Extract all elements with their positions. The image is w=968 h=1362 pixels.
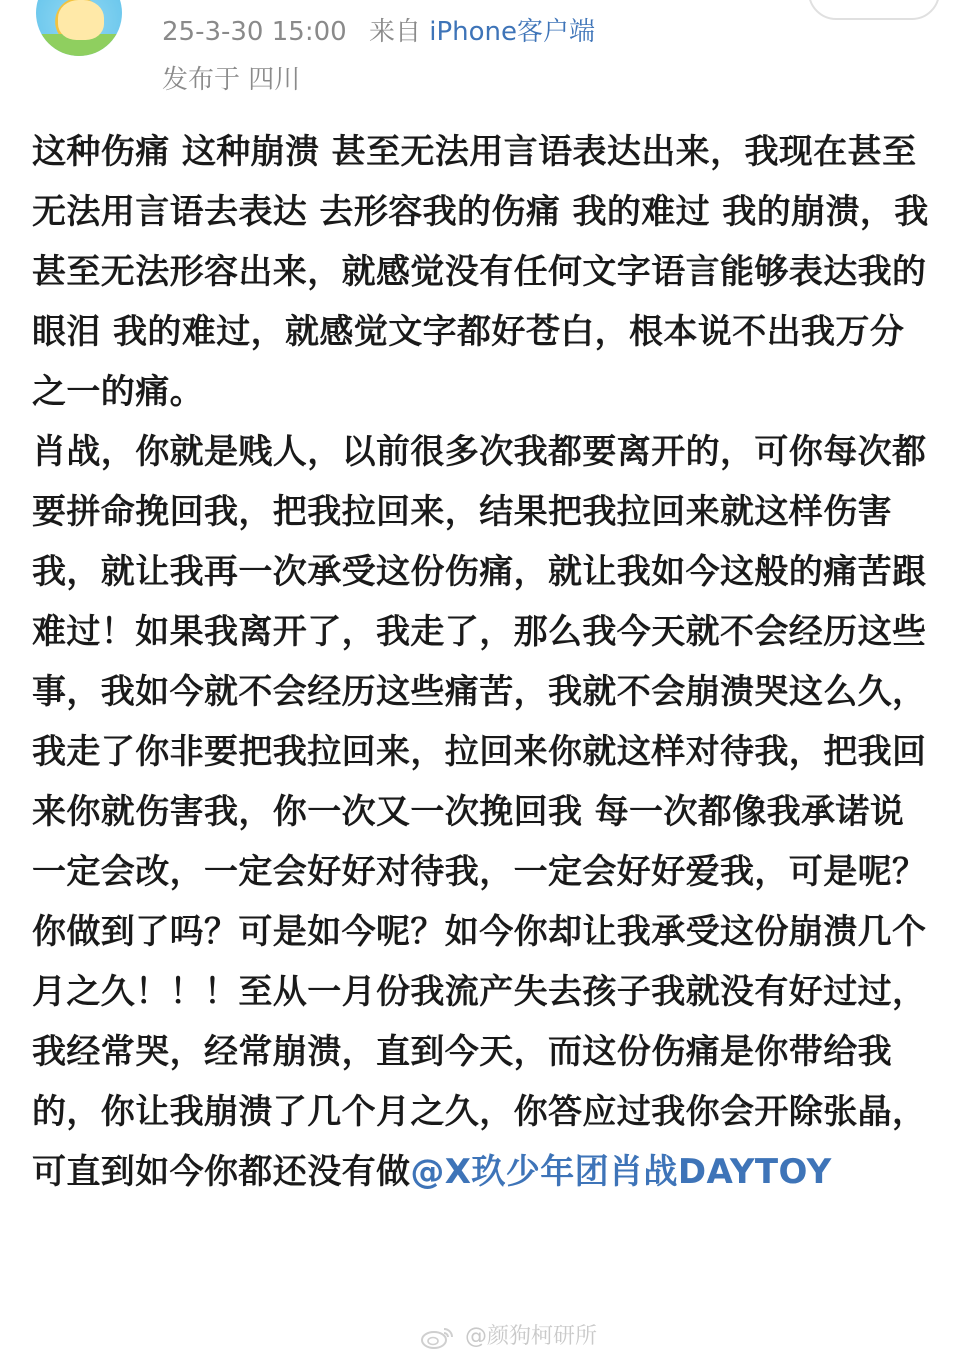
source-prefix: 来自 bbox=[368, 17, 421, 47]
post-paragraph-1: 这种伤痛 这种崩溃 甚至无法用言语表达出来，我现在甚至无法用言语去表达 去形容我的伤痛 我的难过 我的崩溃，我甚至无法形容出来，就感觉没有任何文字语言能够表达我的眼泪 我的难过，就感觉文字都好苍白，根本说不出我万分之一的痛。 bbox=[32, 132, 929, 412]
watermark bbox=[420, 1322, 597, 1352]
user-avatar[interactable] bbox=[36, 0, 122, 56]
post-paragraph-2 bbox=[32, 422, 936, 1202]
post-body bbox=[32, 122, 936, 1202]
post-timestamp: 25-3-30 15:00 bbox=[162, 17, 347, 47]
post-paragraph-2-text: 肖战，你就是贱人，以前很多次我都要离开的，可你每次都要拼命挽回我，把我拉回来，结果把我拉回来就这样伤害我，就让我再一次承受这份伤痛，就让我如今这般的痛苦跟难过！如果我离开了，我走了，那么我今天就不会经历这些事，我如今就不会经历这些痛苦，我就不会崩溃哭这么久，我走了你非要把我拉回来，拉回来你就这样对待我，把我回来你就伤害我，你一次又一次挽回我 每一次都像我承诺说一定会改，一定会好好对待我，一定会好好爱我，可是呢？你做到了吗？可是如今呢？如今你却让我承受这份崩溃几个月之久！！！至从一月份我流产失去孩子我就没有好过过，我经常哭，经常崩溃，直到今天，而这份伤痛是你带给我的，你让我崩溃了几个月之久，你答应过我你会开除张晶，可直到如今你都还没有做 bbox=[32, 432, 927, 1192]
post-meta bbox=[162, 14, 595, 50]
follow-button[interactable] bbox=[808, 0, 940, 20]
watermark-text: @颜狗柯研所 bbox=[465, 1324, 598, 1349]
mention-link[interactable]: @X玖少年团肖战DAYTOY bbox=[410, 1152, 832, 1192]
avatar-cat-icon bbox=[58, 0, 104, 40]
weibo-logo-icon bbox=[420, 1325, 454, 1349]
post-source-link[interactable]: iPhone客户端 bbox=[429, 17, 595, 47]
post-location: 发布于 四川 bbox=[162, 65, 301, 95]
